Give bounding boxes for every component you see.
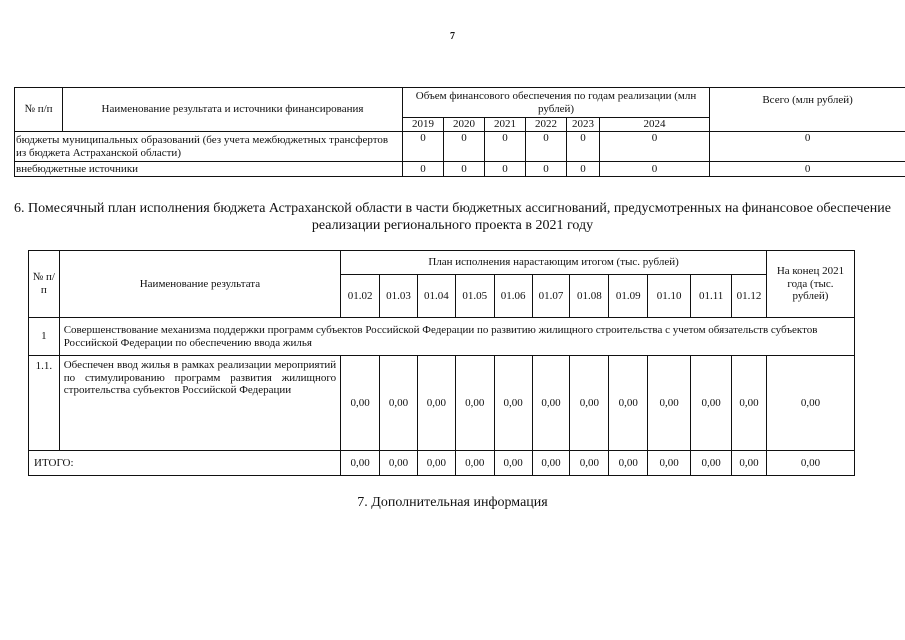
t2-cell: 0,00 bbox=[648, 451, 691, 476]
t2-month-header: 01.02 bbox=[341, 275, 380, 318]
t2-cell: 0,00 bbox=[417, 451, 455, 476]
t1-header-total: Всего (млн рублей) bbox=[710, 88, 905, 132]
t1-year-header: 2019 bbox=[403, 118, 444, 132]
t2-goal-text: Совершенствование механизма поддержки программ субъектов Российской Федерации по развитию жилищного строительства с учетом обязательств субъектов Российской Федерации по обеспечению ввода жилья bbox=[59, 318, 854, 356]
t2-header-plan: План исполнения нарастающим итогом (тыс. рублей) bbox=[341, 251, 767, 275]
t2-cell: 0,00 bbox=[648, 356, 691, 451]
t2-month-header: 01.10 bbox=[648, 275, 691, 318]
t1-cell: 0 bbox=[567, 162, 600, 177]
t1-year-header: 2021 bbox=[485, 118, 526, 132]
t1-cell: 0 bbox=[403, 132, 444, 162]
t2-month-header: 01.08 bbox=[570, 275, 609, 318]
t2-cell: 0,00 bbox=[455, 356, 494, 451]
t1-source-name: внебюджетные источники bbox=[15, 162, 403, 177]
t2-cell: 0,00 bbox=[341, 356, 380, 451]
t2-month-header: 01.03 bbox=[380, 275, 418, 318]
t2-month-header: 01.09 bbox=[609, 275, 648, 318]
t2-cell: 0,00 bbox=[732, 451, 767, 476]
t2-cell: 0,00 bbox=[732, 356, 767, 451]
t2-goal-num: 1 bbox=[29, 318, 60, 356]
t1-header-volume: Объем финансового обеспечения по годам реализации (млн рублей) bbox=[403, 88, 710, 118]
t2-month-header: 01.06 bbox=[494, 275, 532, 318]
t2-result-num: 1.1. bbox=[29, 356, 60, 451]
t1-year-header: 2022 bbox=[526, 118, 567, 132]
table-row bbox=[29, 318, 855, 356]
t2-cell: 0,00 bbox=[609, 356, 648, 451]
t2-cell: 0,00 bbox=[691, 356, 732, 451]
t1-cell: 0 bbox=[526, 162, 567, 177]
table-row bbox=[15, 132, 905, 162]
t1-year-header: 2023 bbox=[567, 118, 600, 132]
t2-result-text: Обеспечен ввод жилья в рамках реализации мероприятий по стимулированию программ развития жилищного строительства субъектов Российской Федерации bbox=[59, 356, 340, 451]
t2-itogo-label: ИТОГО: bbox=[29, 451, 341, 476]
t1-total: 0 bbox=[710, 132, 905, 162]
table-row bbox=[29, 356, 855, 451]
t1-cell: 0 bbox=[444, 162, 485, 177]
t2-month-header: 01.05 bbox=[455, 275, 494, 318]
t1-total: 0 bbox=[710, 162, 905, 177]
t2-month-header: 01.12 bbox=[732, 275, 767, 318]
t1-year-header: 2024 bbox=[600, 118, 710, 132]
t2-cell: 0,00 bbox=[417, 356, 455, 451]
t1-header-num: № п/п bbox=[15, 88, 63, 132]
t1-cell: 0 bbox=[567, 132, 600, 162]
t2-cell: 0,00 bbox=[570, 356, 609, 451]
t1-cell: 0 bbox=[444, 132, 485, 162]
monthly-plan-table bbox=[28, 250, 855, 476]
t2-total: 0,00 bbox=[766, 356, 854, 451]
table-row bbox=[29, 451, 855, 476]
t1-year-header: 2020 bbox=[444, 118, 485, 132]
t2-cell: 0,00 bbox=[380, 356, 418, 451]
t2-month-header: 01.07 bbox=[532, 275, 570, 318]
table-row bbox=[15, 162, 905, 177]
t2-cell: 0,00 bbox=[532, 356, 570, 451]
t2-month-header: 01.11 bbox=[691, 275, 732, 318]
t1-cell: 0 bbox=[600, 132, 710, 162]
t1-header-name: Наименование результата и источники финансирования bbox=[63, 88, 403, 132]
t2-cell: 0,00 bbox=[532, 451, 570, 476]
t2-header-name: Наименование результата bbox=[59, 251, 340, 318]
t2-cell: 0,00 bbox=[341, 451, 380, 476]
t2-header-num: № п/п bbox=[29, 251, 60, 318]
t1-cell: 0 bbox=[403, 162, 444, 177]
section-7-heading: 7. Дополнительная информация bbox=[357, 495, 548, 510]
page-number: 7 bbox=[450, 31, 455, 42]
t1-cell: 0 bbox=[526, 132, 567, 162]
t1-cell: 0 bbox=[485, 132, 526, 162]
t2-month-header: 01.04 bbox=[417, 275, 455, 318]
t2-cell: 0,00 bbox=[691, 451, 732, 476]
t2-cell: 0,00 bbox=[609, 451, 648, 476]
t2-cell: 0,00 bbox=[380, 451, 418, 476]
t1-cell: 0 bbox=[485, 162, 526, 177]
t2-cell: 0,00 bbox=[494, 451, 532, 476]
section-6-heading: 6. Помесячный план исполнения бюджета Астраханской области в части бюджетных ассигнований, предусмотренных на финансовое обеспечение реализации регионального проекта в 2021 году bbox=[14, 201, 891, 233]
t2-cell: 0,00 bbox=[455, 451, 494, 476]
t2-header-year-end: На конец 2021 года (тыс. рублей) bbox=[766, 251, 854, 318]
t2-cell: 0,00 bbox=[570, 451, 609, 476]
financing-sources-table bbox=[14, 87, 905, 177]
t2-total: 0,00 bbox=[766, 451, 854, 476]
t1-cell: 0 bbox=[600, 162, 710, 177]
t1-source-name: бюджеты муниципальных образований (без учета межбюджетных трансфертов из бюджета Астраханской области) bbox=[15, 132, 403, 162]
t2-cell: 0,00 bbox=[494, 356, 532, 451]
